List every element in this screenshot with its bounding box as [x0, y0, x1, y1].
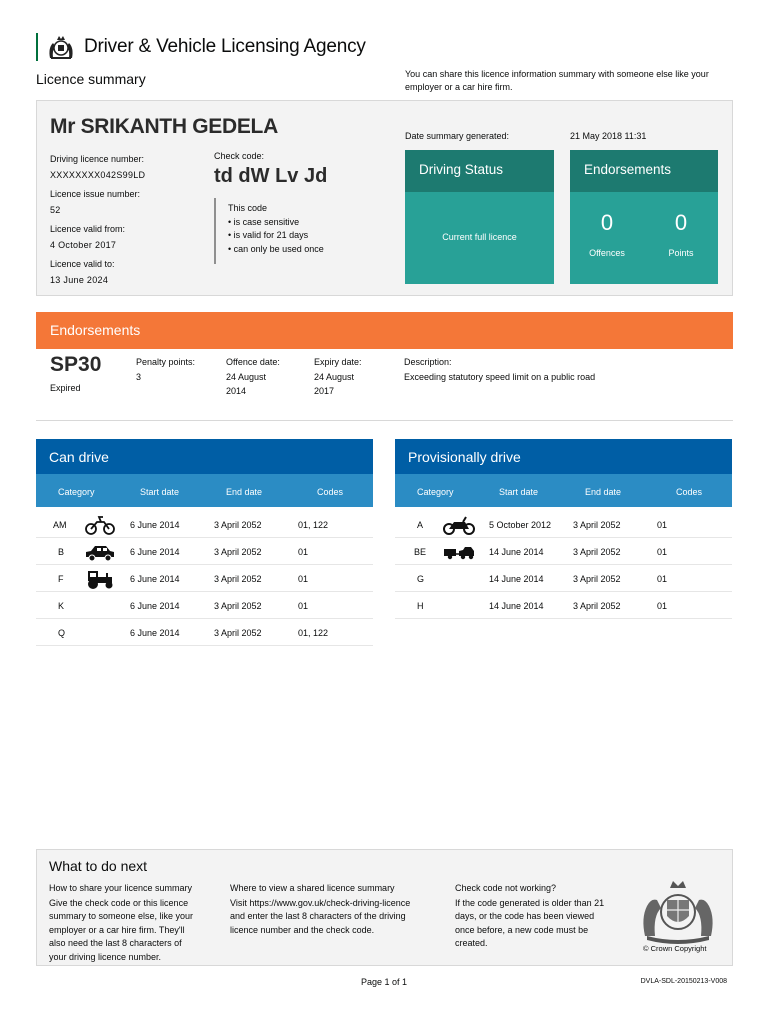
- table-row: [395, 511, 732, 538]
- offences-value: 0: [600, 210, 614, 235]
- row-start-date: 14 June 2014: [489, 547, 544, 557]
- page-subtitle: Licence summary: [36, 71, 146, 87]
- col-codes: Codes: [317, 487, 344, 497]
- share-instructions: [49, 882, 224, 964]
- driving-status-card: [405, 150, 554, 284]
- can-drive-table: [36, 439, 373, 646]
- view-line: licence number and the check code.: [230, 924, 375, 935]
- check-help-line: days, or the code has been viewed: [455, 911, 595, 921]
- col-end-date: End date: [226, 487, 263, 497]
- penalty-label: Penalty points:: [136, 357, 196, 367]
- what-to-do-next-panel: [36, 849, 733, 966]
- view-instructions: [230, 882, 445, 937]
- row-category: H: [417, 601, 424, 611]
- car-icon: [84, 541, 116, 563]
- description-label: Description:: [404, 357, 452, 367]
- row-category: Q: [58, 628, 66, 638]
- code-note: • is valid for 21 days: [228, 230, 309, 240]
- share-note: You can share this licence information summary with someone else like your employer or a car hire firm.: [405, 69, 709, 92]
- table-row: [36, 565, 373, 592]
- expiry-date-line2: 2017: [314, 386, 335, 396]
- col-category: Category: [417, 487, 454, 497]
- endorsement-row: [36, 349, 733, 421]
- col-end-date: End date: [585, 487, 622, 497]
- issue-number-label: Licence issue number:: [50, 189, 141, 199]
- view-heading: Where to view a shared licence summary: [230, 883, 395, 893]
- valid-from-label: Licence valid from:: [50, 224, 126, 234]
- check-help-line: once before, a new code must be: [455, 924, 589, 935]
- agency-header: [36, 33, 366, 61]
- row-category: K: [58, 601, 65, 611]
- col-start-date: Start date: [140, 487, 180, 497]
- valid-to-label: Licence valid to:: [50, 259, 115, 269]
- valid-to: 13 June 2024: [50, 275, 109, 285]
- licence-holder-name: Mr SRIKANTH GEDELA: [50, 115, 278, 138]
- col-codes: Codes: [676, 487, 703, 497]
- can-drive-header: [36, 474, 373, 507]
- row-codes: 01: [657, 601, 668, 611]
- tractor-icon: [84, 568, 116, 590]
- row-end-date: 3 April 2052: [573, 574, 621, 584]
- licence-summary-panel: [36, 100, 733, 296]
- row-end-date: 3 April 2052: [573, 601, 621, 611]
- provisional-drive-table: [395, 439, 732, 619]
- motorcycle-icon: [443, 514, 475, 536]
- valid-from: 4 October 2017: [50, 240, 117, 250]
- row-codes: 01: [298, 547, 309, 557]
- check-help-line: created.: [455, 938, 488, 948]
- points-value: 0: [674, 210, 688, 235]
- code-note: • is case sensitive: [228, 216, 300, 227]
- row-codes: 01: [657, 547, 668, 557]
- points-label: Points: [668, 248, 694, 258]
- car-trailer-icon: [443, 541, 475, 563]
- points-count: [646, 210, 716, 258]
- expiry-date-field: [314, 355, 362, 399]
- offences-count: [572, 210, 642, 258]
- licence-details: [50, 151, 200, 291]
- row-end-date: 3 April 2052: [573, 547, 621, 557]
- row-codes: 01: [657, 520, 668, 530]
- code-note: • can only be used once: [228, 243, 324, 254]
- expiry-date-label: Expiry date:: [314, 357, 362, 367]
- table-row: [36, 538, 373, 565]
- row-codes: 01, 122: [298, 628, 329, 638]
- row-end-date: 3 April 2052: [214, 601, 262, 611]
- agency-name: Driver & Vehicle Licensing Agency: [84, 36, 366, 57]
- row-category: AM: [53, 520, 67, 530]
- row-start-date: 6 June 2014: [130, 628, 180, 638]
- licence-number-label: Driving licence number:: [50, 154, 145, 164]
- view-line: and enter the last 8 characters of the driving: [230, 911, 406, 921]
- check-help-line: If the code generated is older than 21: [455, 897, 605, 908]
- row-end-date: 3 April 2052: [573, 520, 621, 530]
- provisional-header: [395, 474, 732, 507]
- col-category: Category: [58, 487, 95, 497]
- endorsement-code: SP30: [50, 353, 102, 376]
- col-start-date: Start date: [499, 487, 539, 497]
- check-code-notes: [214, 198, 327, 264]
- row-start-date: 6 June 2014: [130, 574, 180, 584]
- share-line: your driving licence number.: [49, 951, 162, 962]
- row-codes: 01: [298, 601, 309, 611]
- code-note: This code: [228, 203, 268, 213]
- row-codes: 01: [657, 574, 668, 584]
- generated-date: 21 May 2018 11:31: [570, 131, 647, 141]
- row-category: BE: [414, 547, 427, 557]
- crown-copyright: © Crown Copyright: [643, 944, 707, 953]
- share-line: Give the check code or this licence: [49, 897, 189, 908]
- driving-status-title: Driving Status: [405, 150, 554, 192]
- row-end-date: 3 April 2052: [214, 547, 262, 557]
- row-start-date: 14 June 2014: [489, 601, 544, 611]
- row-end-date: 3 April 2052: [214, 628, 262, 638]
- penalty-points-field: [136, 355, 195, 384]
- issue-number: 52: [50, 205, 61, 215]
- endorsements-card: [570, 150, 718, 284]
- table-row: [395, 565, 732, 592]
- view-line: Visit https://www.gov.uk/check-driving-licence: [230, 897, 411, 908]
- generated-label: Date summary generated:: [405, 131, 510, 141]
- moped-icon: [84, 514, 116, 536]
- penalty-value: 3: [136, 371, 142, 382]
- check-help-heading: Check code not working?: [455, 883, 557, 893]
- next-title: What to do next: [49, 858, 148, 874]
- row-start-date: 14 June 2014: [489, 574, 544, 584]
- table-row: [36, 619, 373, 646]
- endorsements-banner: Endorsements: [36, 312, 733, 349]
- row-codes: 01: [298, 574, 309, 584]
- can-drive-title: Can drive: [36, 439, 373, 474]
- document-reference: DVLA-SDL-20150213-V008: [640, 978, 727, 985]
- row-category: G: [417, 574, 425, 584]
- royal-coat-of-arms-icon: [637, 878, 719, 946]
- table-row: [395, 538, 732, 565]
- row-category: A: [417, 520, 424, 530]
- table-row: [36, 592, 373, 619]
- provisional-title: Provisionally drive: [395, 439, 732, 474]
- share-line: also need the last 8 characters of: [49, 938, 182, 948]
- licence-number: XXXXXXXX042S99LD: [50, 170, 146, 180]
- share-line: summary to someone else, like your: [49, 911, 194, 921]
- row-start-date: 6 June 2014: [130, 547, 180, 557]
- royal-crest-icon: [46, 34, 76, 60]
- offence-date-line2: 2014: [226, 386, 247, 396]
- row-start-date: 5 October 2012: [489, 520, 552, 530]
- row-start-date: 6 June 2014: [130, 601, 180, 611]
- table-row: [395, 592, 732, 619]
- page-number: Page 1 of 1: [360, 977, 408, 987]
- endorsements-card-title: Endorsements: [570, 150, 718, 192]
- description-field: [404, 355, 595, 384]
- row-category: F: [58, 574, 64, 584]
- endorsement-state: Expired: [50, 383, 81, 393]
- row-end-date: 3 April 2052: [214, 574, 262, 584]
- offences-label: Offences: [589, 248, 625, 258]
- description-value: Exceeding statutory speed limit on a public road: [404, 371, 596, 382]
- check-code-label: Check code:: [214, 151, 265, 161]
- table-row: [36, 511, 373, 538]
- share-line: employer or a car hire firm. They'll: [49, 924, 185, 935]
- offence-date-label: Offence date:: [226, 357, 280, 367]
- expiry-date-line1: 24 August: [314, 371, 355, 382]
- row-category: B: [58, 547, 65, 557]
- row-codes: 01, 122: [298, 520, 329, 530]
- check-code-section: [214, 151, 327, 264]
- row-end-date: 3 April 2052: [214, 520, 262, 530]
- share-heading: How to share your licence summary: [49, 883, 193, 893]
- driving-status-value: Current full licence: [442, 232, 517, 242]
- check-code-help: [455, 882, 630, 951]
- row-start-date: 6 June 2014: [130, 520, 180, 530]
- check-code: td dW Lv Jd: [214, 165, 328, 187]
- offence-date-line1: 24 August: [226, 371, 267, 382]
- offence-date-field: [226, 355, 280, 399]
